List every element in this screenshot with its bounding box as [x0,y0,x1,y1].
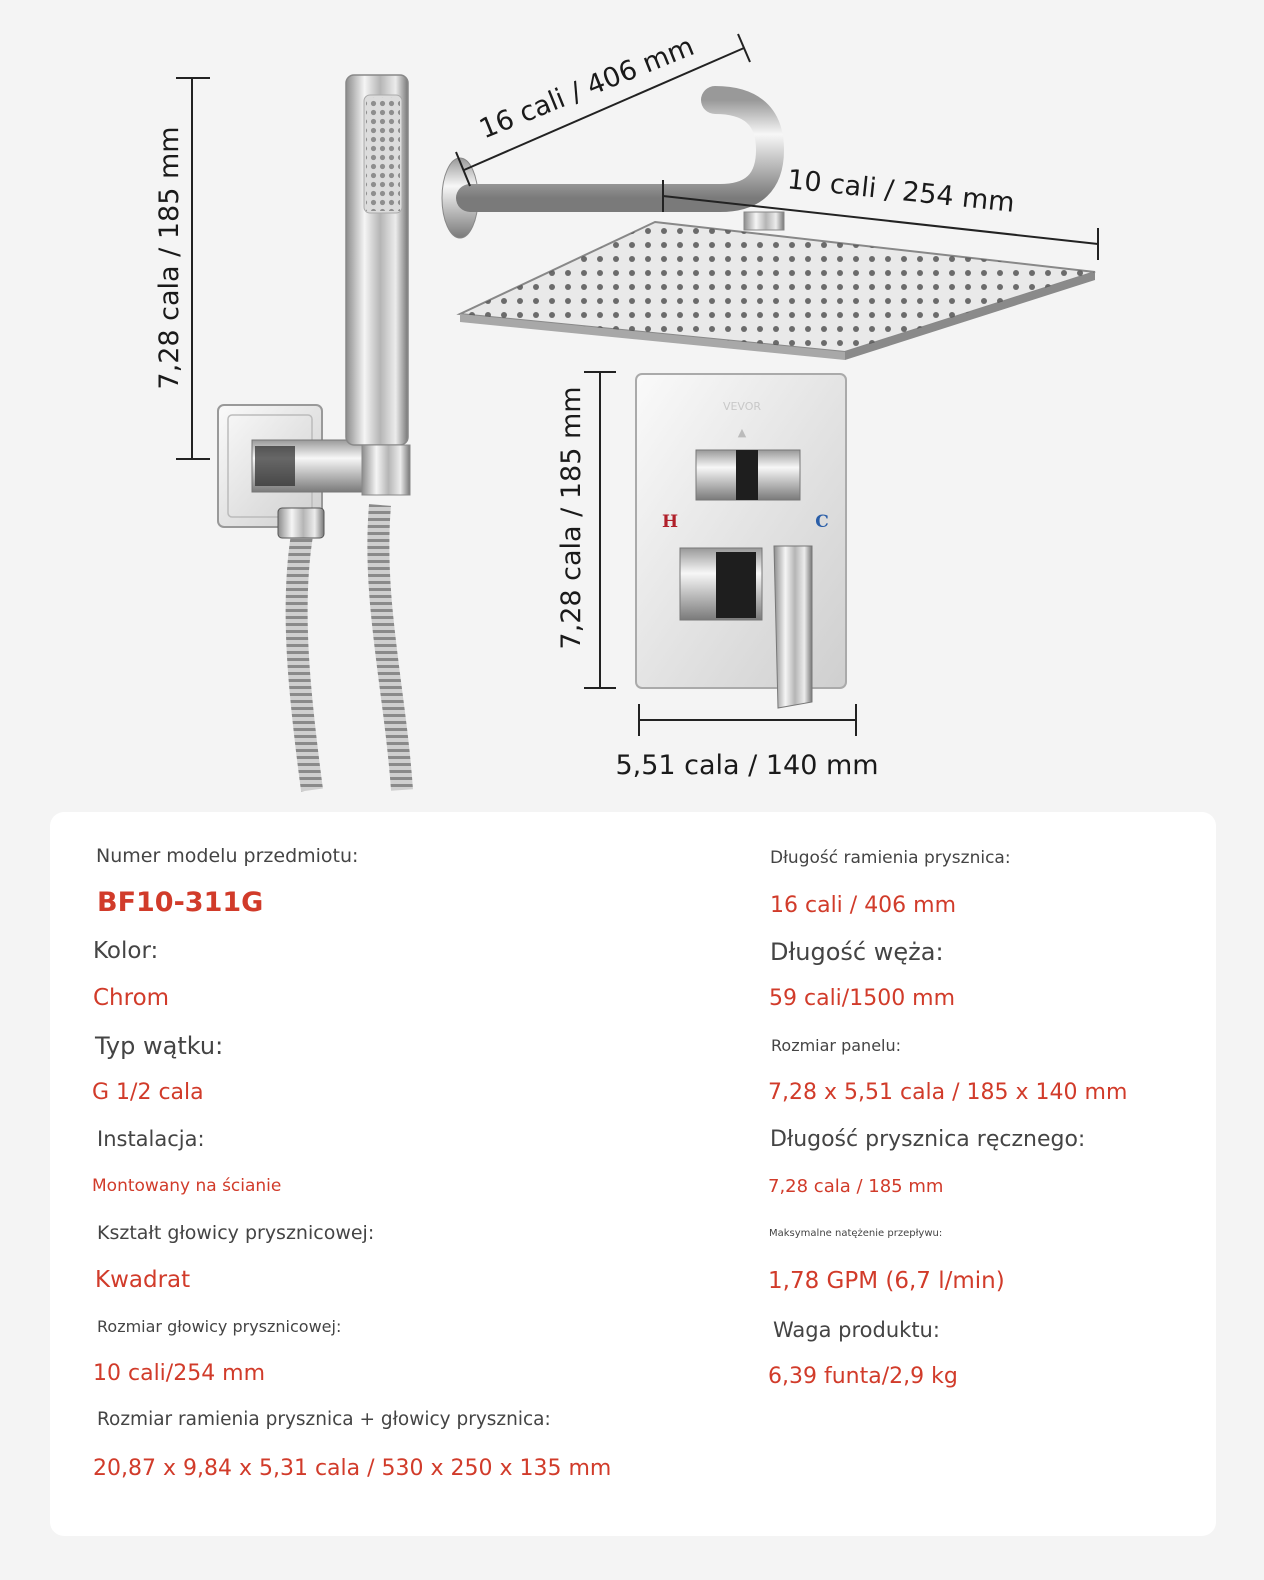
cold-marker: C [815,512,829,532]
installation-label: Instalacja: [97,1127,205,1151]
head-size-value: 10 cali/254 mm [93,1361,266,1386]
panel-height-label: 7,28 cala / 185 mm [556,386,587,650]
head-shape-label: Kształt głowicy prysznicowej: [97,1222,375,1244]
square-shower-head [460,222,1095,360]
head-shape-value: Kwadrat [95,1267,191,1293]
color-label: Kolor: [93,938,159,964]
panel-height-dimension [556,372,616,688]
hose-length-value: 59 cali/1500 mm [769,986,956,1011]
panel-size-value: 7,28 x 5,51 cala / 185 x 140 mm [768,1080,1128,1105]
valve-trim-plate [636,374,846,708]
max-flow-value: 1,78 GPM (6,7 l/min) [768,1268,1005,1294]
head-size-label: Rozmiar głowicy prysznicowej: [97,1317,342,1336]
hose-length-label: Długość węża: [770,938,944,966]
arm-head-size-value: 20,87 x 9,84 x 5,31 cala / 530 x 250 x 135 mm [93,1456,612,1481]
panel-size-label: Rozmiar panelu: [771,1036,902,1055]
handheld-length-label: Długość prysznica ręcznego: [770,1127,1086,1152]
installation-value: Montowany na ścianie [92,1176,282,1196]
arm-length-label: 16 cali / 406 mm [475,30,699,146]
handheld-length-value: 7,28 cala / 185 mm [768,1176,944,1197]
handheld-shower [346,75,410,495]
shower-hose [297,505,402,790]
model-number-label: Numer modelu przedmiotu: [96,845,359,867]
svg-text:▲: ▲ [737,426,747,439]
arm-length-spec-value: 16 cali / 406 mm [770,893,957,918]
handheld-height-dimension [154,78,210,459]
handheld-height-label: 7,28 cala / 185 mm [154,126,185,390]
panel-width-label: 5,51 cala / 140 mm [615,750,879,781]
panel-brand-mark: VEVOR [722,400,762,413]
wall-bracket [218,405,362,538]
thread-type-label: Typ wątku: [95,1032,224,1060]
model-number-value: BF10-311G [97,887,264,918]
hot-marker: H [661,512,679,532]
head-width-label: 10 cali / 254 mm [785,164,1017,219]
product-weight-value: 6,39 funta/2,9 kg [768,1364,958,1389]
max-flow-label: Maksymalne natężenie przepływu: [769,1228,943,1239]
arm-length-spec-label: Długość ramienia prysznica: [770,848,1011,868]
product-weight-label: Waga produktu: [773,1318,940,1342]
color-value: Chrom [93,985,170,1011]
panel-width-dimension [615,704,878,781]
arm-head-size-label: Rozmiar ramienia prysznica + głowicy prysznica: [97,1409,551,1430]
thread-type-value: G 1/2 cala [92,1080,204,1105]
